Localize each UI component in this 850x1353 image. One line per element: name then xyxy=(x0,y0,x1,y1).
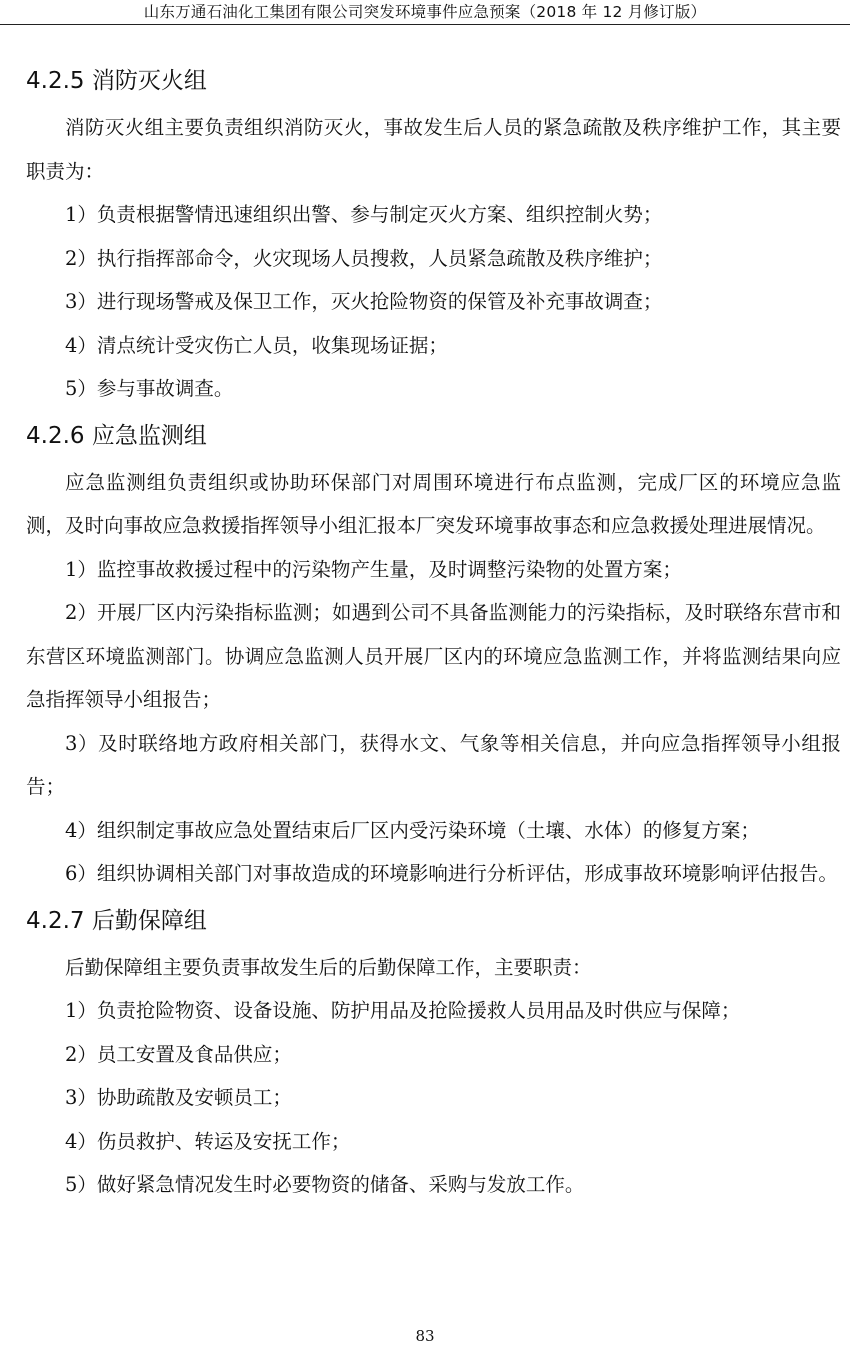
list-item: 4）清点统计受灾伤亡人员，收集现场证据； xyxy=(65,333,448,357)
section-heading: 4.2.5 消防灭火组 xyxy=(26,68,207,94)
list-item: 2）员工安置及食品供应； xyxy=(65,1042,292,1066)
list-item: 6）组织协调相关部门对事故造成的环境影响进行分析评估，形成事故环境影响评估报告。 xyxy=(65,862,838,885)
section-intro: 消防灭火组主要负责组织消防灭火，事故发生后人员的紧急疏散及秩序维护工作，其主要职责为： xyxy=(26,116,841,183)
list-item: 1）负责根据警情迅速组织出警、参与制定灭火方案、组织控制火势； xyxy=(65,203,663,226)
section-heading: 4.2.7 后勤保障组 xyxy=(26,907,207,934)
document-body xyxy=(26,56,841,1207)
header-rule xyxy=(0,24,850,25)
list-item: 3）进行现场警戒及保卫工作，灭火抢险物资的保管及补充事故调查； xyxy=(65,290,663,313)
section-emergency-monitoring-group xyxy=(26,411,841,896)
section-heading: 4.2.6 应急监测组 xyxy=(26,422,207,449)
list-item: 3）及时联络地方政府相关部门，获得水文、气象等相关信息，并向应急指挥领导小组报告； xyxy=(26,731,841,798)
list-item: 3）协助疏散及安顿员工； xyxy=(65,1086,292,1109)
list-item: 4）伤员救护、转运及安抚工作； xyxy=(65,1129,351,1153)
list-item: 1）负责抢险物资、设备设施、防护用品及抢险援救人员用品及时供应与保障； xyxy=(65,999,741,1022)
section-logistics-group xyxy=(26,896,841,1207)
section-intro: 应急监测组负责组织或协助环保部门对周围环境进行布点监测，完成厂区的环境应急监测，及时向事故应急救援指挥领导小组汇报本厂突发环境事故事态和应急救援处理进展情况。 xyxy=(26,470,841,537)
list-item: 2）开展厂区内污染指标监测；如遇到公司不具备监测能力的污染指标，及时联络东营市和东营区环境监测部门。协调应急监测人员开展厂区内的环境应急监测工作，并将监测结果向应急指挥领导小组报告； xyxy=(26,601,841,711)
list-item: 4）组织制定事故应急处置结束后厂区内受污染环境（土壤、水体）的修复方案； xyxy=(65,818,760,842)
running-header: 山东万通石油化工集团有限公司突发环境事件应急预案（2018 年 12 月修订版） xyxy=(143,3,707,21)
list-item: 5）做好紧急情况发生时必要物资的储备、采购与发放工作。 xyxy=(65,1173,585,1196)
section-fire-fighting-group xyxy=(26,56,841,411)
list-item: 1）监控事故救援过程中的污染物产生量，及时调整污染物的处置方案； xyxy=(65,557,682,581)
page-number: 83 xyxy=(415,1327,435,1345)
list-item: 2）执行指挥部命令，火灾现场人员搜救，人员紧急疏散及秩序维护； xyxy=(65,246,663,270)
list-item: 5）参与事故调查。 xyxy=(65,377,234,400)
section-intro: 后勤保障组主要负责事故发生后的后勤保障工作，主要职责： xyxy=(65,955,592,979)
